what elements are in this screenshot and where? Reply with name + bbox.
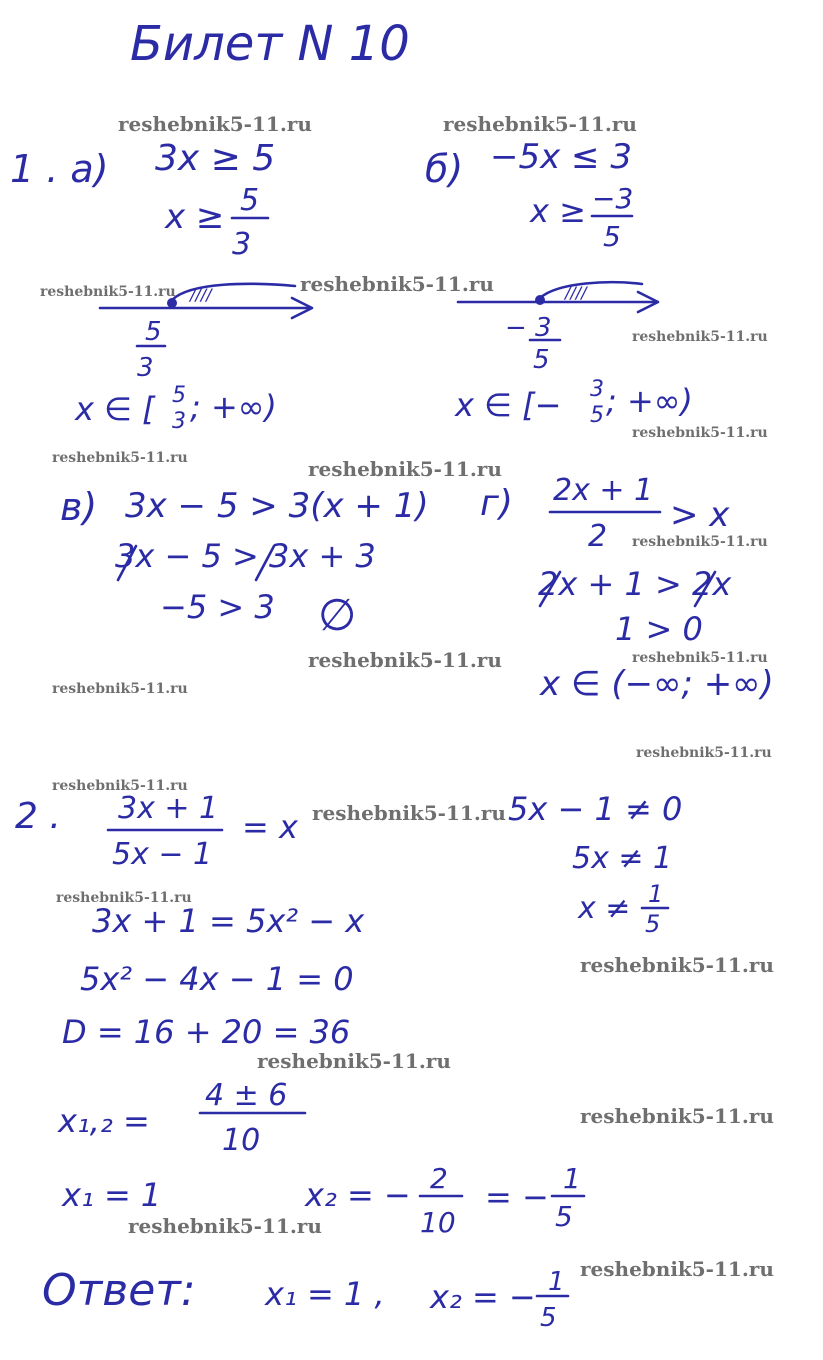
domain-condition-1: 5x − 1 ≠ 0 <box>508 790 683 828</box>
task1a-frac-den: 3 <box>232 227 252 262</box>
solution-arc-1b <box>540 282 642 298</box>
watermark: reshebnik5-11.ru <box>52 450 188 466</box>
watermark: reshebnik5-11.ru <box>632 425 768 441</box>
watermark: reshebnik5-11.ru <box>308 648 502 672</box>
task2-label: 2 . <box>15 796 61 837</box>
task1b-answer-num: 3 <box>590 377 604 402</box>
task1c-line3: −5 > 3 <box>160 588 275 626</box>
hatching-1a: //// <box>190 285 212 304</box>
task2-rhs: = x <box>242 808 298 846</box>
task1d-frac-den: 2 <box>588 519 608 554</box>
root-x2-den: 10 <box>420 1206 456 1239</box>
task1b-frac-num: −3 <box>592 182 634 215</box>
root-x1: x₁ = 1 <box>62 1176 162 1214</box>
watermark: reshebnik5-11.ru <box>300 272 494 296</box>
task1a-answer-num: 5 <box>172 383 186 408</box>
page-title: Билет N 10 <box>130 16 410 72</box>
watermark: reshebnik5-11.ru <box>632 534 768 550</box>
task1a-label: 1 . а) <box>10 147 109 191</box>
watermark: reshebnik5-11.ru <box>308 457 502 481</box>
answer-x1: x₁ = 1 , <box>265 1275 385 1313</box>
root-x2-simpl-den: 5 <box>555 1200 573 1233</box>
point-label-num-1b: − 3 <box>505 313 552 343</box>
task1b-answer-den: 5 <box>590 403 604 428</box>
task1d-rhs: > x <box>670 495 730 535</box>
point-label-den-1a: 3 <box>137 353 154 383</box>
watermark: reshebnik5-11.ru <box>40 284 176 300</box>
task1a-frac-num: 5 <box>240 183 260 218</box>
watermark: reshebnik5-11.ru <box>257 1049 451 1073</box>
domain-condition-2: 5x ≠ 1 <box>572 841 673 876</box>
root-x2-simpl-num: 1 <box>563 1162 581 1195</box>
watermark: reshebnik5-11.ru <box>632 650 768 666</box>
watermark: reshebnik5-11.ru <box>118 112 312 136</box>
watermark: reshebnik5-11.ru <box>580 1257 774 1281</box>
task1d-line2: 2x + 1 > 2x <box>538 565 732 603</box>
root-x2-num: 2 <box>430 1162 448 1195</box>
task1b-frac-den: 5 <box>603 220 621 253</box>
answer-frac-den: 5 <box>540 1303 557 1333</box>
domain-frac-num: 1 <box>648 880 664 908</box>
answer-frac-num: 1 <box>548 1267 565 1297</box>
point-label-num-1a: 5 <box>145 317 162 347</box>
task1d-label: г) <box>480 483 513 524</box>
roots-formula-label: x₁,₂ = <box>58 1102 150 1140</box>
watermark: reshebnik5-11.ru <box>443 112 637 136</box>
task1a-step: x ≥ <box>165 197 225 237</box>
watermark: reshebnik5-11.ru <box>56 890 192 906</box>
watermark: reshebnik5-11.ru <box>632 329 768 345</box>
answer-label: Ответ: <box>42 1265 196 1316</box>
empty-set-symbol: ∅ <box>318 590 357 641</box>
task1b-answer-end: ; +∞) <box>606 382 693 420</box>
domain-condition-3: x ≠ <box>578 891 631 926</box>
watermark: reshebnik5-11.ru <box>52 778 188 794</box>
watermark: reshebnik5-11.ru <box>128 1214 322 1238</box>
task1d-answer: x ∈ (−∞; +∞) <box>540 664 774 704</box>
hatching-1b: //// <box>565 283 587 302</box>
task2-frac-den: 5x − 1 <box>112 837 213 872</box>
task1a-answer-end: ; +∞) <box>190 388 277 426</box>
task1d-line3: 1 > 0 <box>615 610 703 648</box>
watermark: reshebnik5-11.ru <box>52 681 188 697</box>
task1b-label: б) <box>425 147 464 191</box>
answer-x2-start: x₂ = − <box>430 1278 536 1316</box>
discriminant-line: D = 16 + 20 = 36 <box>62 1013 351 1051</box>
watermark: reshebnik5-11.ru <box>580 953 774 977</box>
task1b-inequality: −5x ≤ 3 <box>490 137 632 177</box>
point-label-den-1b: 5 <box>533 345 550 375</box>
task2-frac-num: 3x + 1 <box>118 791 219 826</box>
roots-frac-num: 4 ± 6 <box>205 1078 288 1113</box>
root-x2-eq: = − <box>485 1178 549 1216</box>
watermark: reshebnik5-11.ru <box>580 1104 774 1128</box>
root-x2-start: x₂ = − <box>305 1176 411 1214</box>
watermark: reshebnik5-11.ru <box>636 745 772 761</box>
roots-frac-den: 10 <box>222 1123 261 1158</box>
task1c-label: в) <box>60 485 98 529</box>
task1c-line2: 3x − 5 > 3x + 3 <box>115 537 376 575</box>
domain-frac-den: 5 <box>645 910 661 938</box>
task1b-answer-start: x ∈ [− <box>455 386 562 424</box>
task1a-inequality: 3x ≥ 5 <box>155 138 276 179</box>
task1b-step: x ≥ <box>530 192 586 230</box>
task1a-answer-start: x ∈ [ <box>75 390 155 428</box>
task1d-frac-num: 2x + 1 <box>553 473 654 508</box>
task2-line2: 5x² − 4x − 1 = 0 <box>80 960 354 998</box>
watermark: reshebnik5-11.ru <box>312 801 506 825</box>
task2-line1: 3x + 1 = 5x² − x <box>92 902 365 940</box>
task1a-answer-den: 3 <box>172 409 186 434</box>
task1c-line1: 3x − 5 > 3(x + 1) <box>125 486 429 526</box>
